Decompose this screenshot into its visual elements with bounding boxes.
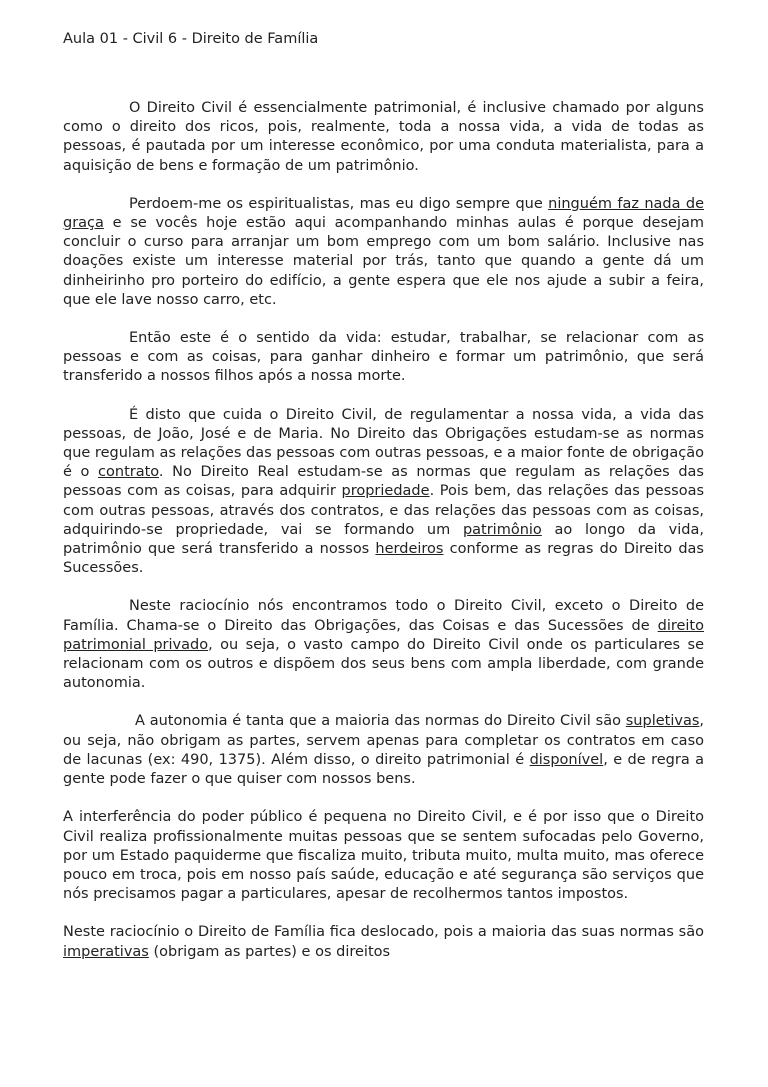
page-header: Aula 01 - Civil 6 - Direito de Família (63, 31, 319, 47)
text-segment: , e de regra a gente pode fazer o que quiser com nossos bens. (63, 751, 705, 788)
paragraph-8 (63, 923, 704, 961)
text-segment: Neste raciocínio o Direito de Família fica deslocado, pois a maioria das suas normas são (63, 924, 704, 941)
text-segment: , ou seja, o vasto campo do Direito Civil onde os particulares se relacionam com os outros e dispõem dos seus bens com ampla liberdade, com grande autonomia. (63, 636, 704, 692)
paragraph-3 (63, 329, 704, 387)
paragraph-6 (63, 712, 704, 789)
underlined-term: propriedade (341, 483, 430, 500)
text-segment: Neste raciocínio nós encontramos todo o Direito Civil, exceto o Direito de Família. Chama-se o Direito das Obrigações, das Coisas e das Sucessões de (63, 598, 704, 634)
document-body (63, 99, 704, 981)
underlined-term: contrato (98, 464, 159, 481)
text-segment: (obrigam as partes) e os direitos (148, 943, 391, 960)
text-segment: . No Direito Real estudam-se as normas que regulam as relações das pessoas com as coisas, para adquirir (63, 464, 704, 500)
text-segment: Perdoem-me os espiritualistas, mas eu digo sempre que (129, 195, 549, 212)
text-segment: É disto que cuida o Direito Civil, de regulamentar a nossa vida, a vida das pessoas, de João, José e de Maria. No Direito das Obrigações estudam-se as normas que regulam as relações das pessoas com outras pessoas, e a maior fonte de obrigação é o (63, 406, 704, 481)
paragraph-4 (63, 406, 704, 579)
text-segment: . Pois bem, das relações das pessoas com outras pessoas, através dos contratos, e das relações das pessoas com as coisas, adquirindo-se propriedade, vai se formando um (63, 483, 705, 538)
text-segment: A interferência do poder público é pequena no Direito Civil, e é por isso que o Direito Civil realiza profissionalmente muitas pessoas que se sentem sufocadas pelo Governo, por um Estado paquiderme que fiscaliza muito, tributa muito, multa muito, mas oferece pouco em troca, pois em nosso país saúde, educação e até segurança são serviços que nós precisamos pagar a particulares, apesar de recolhermos tantos impostos. (63, 809, 704, 903)
underlined-term: ninguém faz nada de graça (63, 195, 704, 232)
paragraph-7 (63, 808, 704, 904)
text-segment: ao longo da vida, patrimônio que será transferido a nossos (63, 521, 704, 558)
paragraph-5 (63, 597, 704, 693)
text-segment: A autonomia é tanta que a maioria das normas do Direito Civil são (135, 713, 626, 730)
text-segment: conforme as regras do Direito das Sucessões. (63, 541, 704, 577)
underlined-term: herdeiros (375, 541, 444, 558)
underlined-term: imperativas (63, 943, 149, 960)
paragraph-2 (63, 195, 704, 310)
text-segment: O Direito Civil é essencialmente patrimonial, é inclusive chamado por alguns como o direito dos ricos, pois, realmente, toda a nossa vida, a vida de todas as pessoas, é pautada por um interesse econômico, por uma conduta materialista, para a aquisição de bens e formação de um patrimônio. (63, 100, 704, 174)
underlined-term: patrimônio (462, 521, 542, 538)
underlined-term: supletivas (625, 713, 700, 730)
paragraph-1 (63, 99, 704, 176)
text-segment: , ou seja, não obrigam as partes, servem apenas para completar os contratos em caso de lacunas (ex: 490, 1375). Além disso, o direito patrimonial é (63, 713, 704, 768)
underlined-term: direito patrimonial privado (63, 617, 704, 653)
underlined-term: disponível (529, 751, 604, 768)
text-segment: Então este é o sentido da vida: estudar, trabalhar, se relacionar com as pessoas e com as coisas, para ganhar dinheiro e formar um patrimônio, que será transferido a nossos filhos após a nossa morte. (63, 330, 704, 385)
text-segment: e se vocês hoje estão aqui acompanhando minhas aulas é porque desejam concluir o curso para arranjar um bom emprego com um bom salário. Inclusive nas doações existe um interesse material por trás, tanto que quando a gente dá um dinheirinho pro porteiro do edifício, a gente espera que ele nos ajude a subir a feira, que ele lave nosso carro, etc. (63, 215, 704, 308)
